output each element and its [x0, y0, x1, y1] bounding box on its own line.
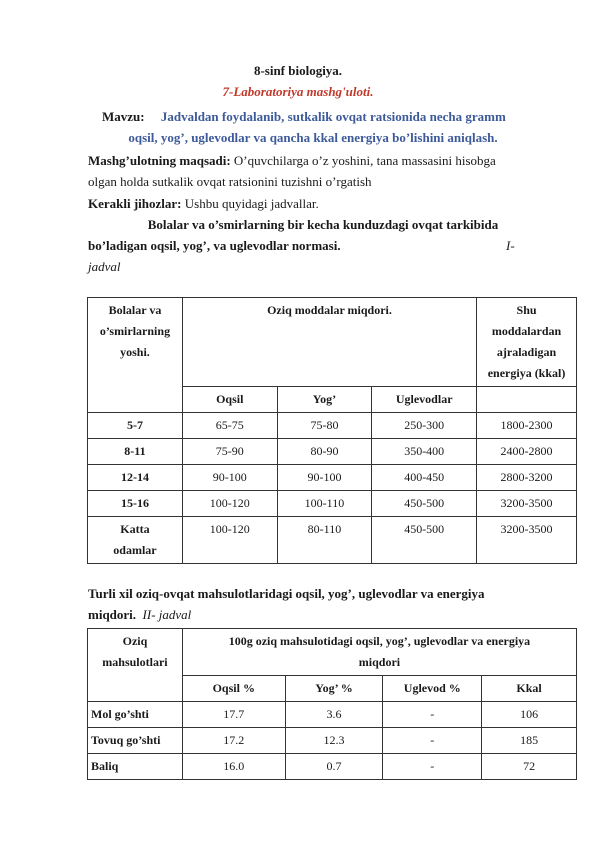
topic-text-line2: oqsil, yog’, uglevodlar va qancha kkal energiya bo’lishini aniqlash.: [128, 130, 498, 145]
table-header-row: [88, 629, 577, 676]
table-row: [88, 728, 577, 754]
table-row: [88, 413, 577, 439]
table-row: [88, 439, 577, 465]
page-title: 8-sinf biologiya.: [253, 63, 343, 78]
goal-paragraph: [88, 150, 558, 192]
table-cell: Tovuq go’shti: [88, 728, 183, 754]
header-energy: [477, 298, 577, 387]
table-cell: 8-11: [88, 439, 183, 465]
header-age: [88, 298, 183, 413]
table-cell: 80-110: [277, 517, 372, 564]
table2-caption-jadval: II- jadval: [142, 607, 192, 622]
table-cell: 2400-2800: [477, 439, 577, 465]
table1-number: I-: [506, 238, 515, 253]
table-header-row: [88, 298, 577, 387]
table-cell: 1800-2300: [477, 413, 577, 439]
table2-caption-line2: miqdori.: [88, 607, 137, 622]
table-cell: 100-120: [182, 517, 277, 564]
header-product: [88, 629, 183, 702]
table-cell: 100-110: [277, 491, 372, 517]
table1-caption-line1: Bolalar va o’smirlarning bir kecha kunduzdagi ovqat tarkibida: [147, 217, 499, 232]
cell-text-line: odamlar: [113, 543, 157, 557]
table-cell: -: [383, 702, 482, 728]
table-cell: Baliq: [88, 754, 183, 780]
table-cell: 100-120: [182, 491, 277, 517]
cell-text-line: 100g oziq mahsulotidagi oqsil, yog’, uglevodlar va energiya: [228, 634, 531, 648]
table-cell: -: [383, 728, 482, 754]
table-row: [88, 754, 577, 780]
header-oqsil: Oqsil: [182, 387, 277, 413]
cell-text-line: Oziq: [122, 634, 148, 648]
table-cell: 3.6: [285, 702, 383, 728]
cell-text-line: o’smirlarning: [99, 324, 171, 338]
table1-caption: [88, 214, 568, 277]
equipment-paragraph: [88, 193, 558, 214]
cell-text-line: moddalardan: [491, 324, 562, 338]
table-cell: 15-16: [88, 491, 183, 517]
table-cell: 12.3: [285, 728, 383, 754]
table-cell: -: [383, 754, 482, 780]
table-cell: 450-500: [372, 517, 477, 564]
table-cell: 3200-3500: [477, 491, 577, 517]
table-cell: 17.2: [182, 728, 285, 754]
cell-text-line: miqdori: [358, 655, 401, 669]
table-cell: 5-7: [88, 413, 183, 439]
table-row: [88, 465, 577, 491]
lab-subtitle: 7-Laboratoriya mashg'uloti.: [222, 84, 374, 99]
cell-text-line: mahsulotlari: [102, 655, 168, 669]
nutrition-norms-table: [87, 297, 577, 564]
table2-caption: [88, 583, 568, 625]
cell-text-line: Bolalar va: [108, 303, 162, 317]
table-cell: 3200-3500: [477, 517, 577, 564]
table-row: [88, 702, 577, 728]
table-cell: 350-400: [372, 439, 477, 465]
table-cell: 16.0: [182, 754, 285, 780]
table-cell: 0.7: [285, 754, 383, 780]
cell-text-line: ajraladigan: [496, 345, 557, 359]
table-cell: 400-450: [372, 465, 477, 491]
cell-text-line: Katta: [120, 522, 150, 536]
table-cell: 17.7: [182, 702, 285, 728]
header-group: [182, 629, 576, 676]
table-cell: Uglevod %: [383, 676, 482, 702]
equipment-label: Kerakli jihozlar:: [88, 196, 182, 211]
table-cell: 106: [482, 702, 577, 728]
goal-text-2: olgan holda sutkalik ovqat ratsionini tuzishni o’rgatish: [88, 174, 372, 189]
table-cell: Mol go’shti: [88, 702, 183, 728]
table-cell: 2800-3200: [477, 465, 577, 491]
table-cell: 75-80: [277, 413, 372, 439]
cell-text-line: energiya (kkal): [487, 366, 566, 380]
topic-block: [88, 106, 568, 148]
table1-caption-line2: bo’ladigan oqsil, yog’, va uglevodlar normasi.: [88, 238, 341, 253]
topic-text-line1: Jadvaldan foydalanib, sutkalik ovqat ratsionida necha gramm: [160, 109, 506, 124]
table-row: [88, 491, 577, 517]
table2-caption-line1: Turli xil oziq-ovqat mahsulotlaridagi oqsil, yog’, uglevodlar va energiya: [88, 586, 485, 601]
table-cell: [88, 517, 183, 564]
table-row: [88, 517, 577, 564]
table-cell: 12-14: [88, 465, 183, 491]
table-cell: 90-100: [182, 465, 277, 491]
table1-caption-jadval: jadval: [88, 259, 121, 274]
table-cell: 65-75: [182, 413, 277, 439]
table-cell: 250-300: [372, 413, 477, 439]
table-cell: Kkal: [482, 676, 577, 702]
table-cell: 75-90: [182, 439, 277, 465]
table-cell: 72: [482, 754, 577, 780]
table-cell: 90-100: [277, 465, 372, 491]
header-uglevod: Uglevodlar: [372, 387, 477, 413]
header-empty: [477, 387, 577, 413]
equipment-text: Ushbu quyidagi jadvallar.: [181, 196, 319, 211]
cell-text-line: yoshi.: [120, 345, 150, 359]
table-cell: Oqsil %: [182, 676, 285, 702]
header-yog: Yog’: [277, 387, 372, 413]
food-composition-table: [87, 628, 577, 780]
table-cell: Yog’ %: [285, 676, 383, 702]
table-cell: 80-90: [277, 439, 372, 465]
goal-label: Mashg’ulotning maqsadi:: [88, 153, 231, 168]
table-cell: 450-500: [372, 491, 477, 517]
header-nutrients: Oziq moddalar miqdori.: [182, 298, 476, 387]
topic-label: Mavzu:: [102, 109, 145, 124]
goal-text-1: O’quvchilarga o’z yoshini, tana massasini hisobga: [230, 153, 496, 168]
table-cell: 185: [482, 728, 577, 754]
cell-text-line: Shu: [516, 303, 537, 317]
